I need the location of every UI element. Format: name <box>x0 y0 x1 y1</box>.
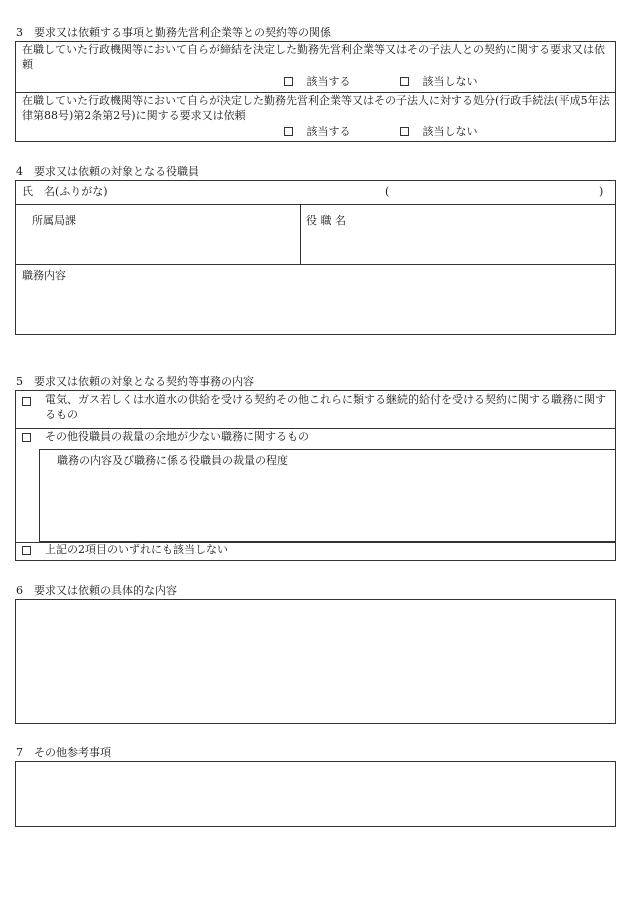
s3-q2-applies-option[interactable] <box>284 125 351 140</box>
s5-opt2-label: その他役職員の裁量の余地が少ない職務に関するもの <box>45 430 309 443</box>
section-5-heading: 5 要求又は依頼の対象となる契約等事務の内容 <box>16 375 254 388</box>
s3-q2-not-applies-option[interactable] <box>400 125 478 140</box>
s5-opt2-checkbox[interactable] <box>22 433 31 442</box>
section-3-table <box>15 41 616 142</box>
s3-q2-applies-checkbox[interactable] <box>284 127 293 136</box>
s3-q1-applies-option[interactable] <box>284 75 351 90</box>
section-3-heading: 3 要求又は依頼する事項と勤務先営利企業等との契約等の関係 <box>16 26 331 39</box>
section-7-input-box[interactable] <box>15 761 616 827</box>
s3-q1-applies-checkbox[interactable] <box>284 77 293 86</box>
s5-sub-label: 職務の内容及び職務に係る役職員の裁量の程度 <box>57 454 288 467</box>
s3-q1-not-applies-option[interactable] <box>400 75 478 90</box>
section-4-heading: 4 要求又は依頼の対象となる役職員 <box>16 165 199 178</box>
s3-q2-not-applies-checkbox[interactable] <box>400 127 409 136</box>
s3-q2-applies-label: 該当する <box>306 125 351 138</box>
section-6-input-box[interactable] <box>15 599 616 724</box>
s3-divider <box>16 92 615 93</box>
section-7-heading: 7 その他参考事項 <box>16 746 111 759</box>
duty-label: 職務内容 <box>22 269 66 282</box>
section-5-table <box>15 390 616 561</box>
s5-opt3-label: 上記の2項目のいずれにも該当しない <box>45 543 228 556</box>
s3-q1-not-applies-label: 該当しない <box>422 75 478 88</box>
section-6-heading: 6 要求又は依頼の具体的な内容 <box>16 584 177 597</box>
s3-question-1: 在職していた行政機関等において自らが締結を決定した勤務先営利企業等又はその子法人との契約に関する要求又は依頼 <box>22 43 605 71</box>
s3-q1-applies-label: 該当する <box>306 75 351 88</box>
s5-opt1-checkbox[interactable] <box>22 397 31 406</box>
s5-sub-box <box>39 449 616 542</box>
s3-q2-not-applies-label: 該当しない <box>422 125 478 138</box>
title-label: 役 職 名 <box>306 214 346 227</box>
name-paren-open: ( <box>385 185 390 198</box>
s5-opt1-label: 電気、ガス若しくは水道水の供給を受ける契約その他これらに類する継続的給付を受ける契約に関する職務に関するもの <box>45 393 606 421</box>
s3-question-2: 在職していた行政機関等において自らが決定した勤務先営利企業等又はその子法人に対する処分(行政手続法(平成5年法律第88号)第2条第2号)に関する要求又は依頼 <box>22 94 610 122</box>
section-4-table <box>15 180 616 335</box>
s5-opt3-checkbox[interactable] <box>22 546 31 555</box>
name-label: 氏 名(ふりがな) <box>22 185 108 198</box>
dept-label: 所属局課 <box>32 214 76 227</box>
name-paren-close: ) <box>599 185 604 198</box>
s3-q1-not-applies-checkbox[interactable] <box>400 77 409 86</box>
